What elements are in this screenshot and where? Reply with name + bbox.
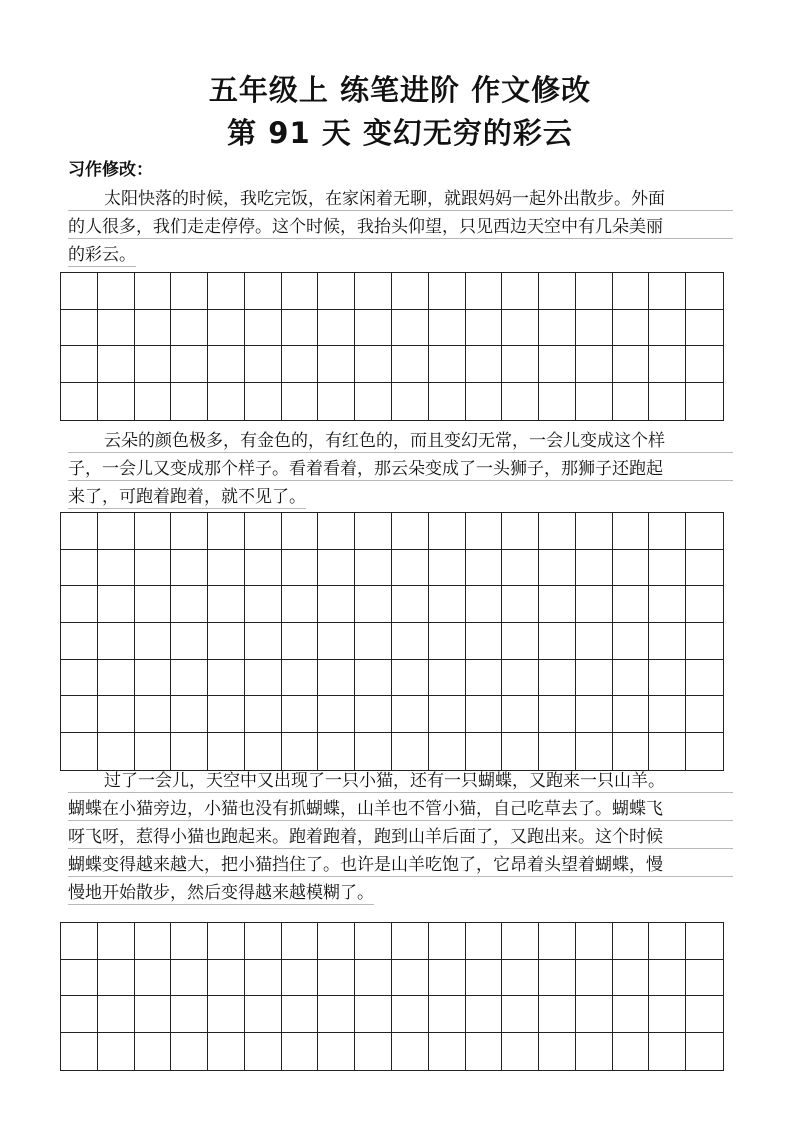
grid-cell[interactable] [135, 550, 172, 587]
grid-cell[interactable] [318, 513, 355, 550]
grid-cell[interactable] [686, 383, 723, 420]
grid-cell[interactable] [576, 960, 613, 997]
grid-cell[interactable] [171, 513, 208, 550]
paragraph-1 [68, 183, 733, 269]
grid-cell[interactable] [502, 346, 539, 383]
grid-cell[interactable] [318, 383, 355, 420]
grid-cell[interactable] [429, 960, 466, 997]
grid-cell[interactable] [318, 586, 355, 623]
grid-cell[interactable] [171, 310, 208, 347]
writing-grid-1[interactable] [60, 272, 724, 421]
grid-cell[interactable] [429, 586, 466, 623]
grid-cell[interactable] [61, 383, 98, 420]
grid-cell[interactable] [135, 346, 172, 383]
grid-cell[interactable] [98, 586, 135, 623]
grid-cell[interactable] [466, 996, 503, 1033]
paragraph-line: 太阳快落的时候，我吃完饭，在家闲着无聊，就跟妈妈一起外出散步。外面 [68, 183, 733, 211]
grid-cell[interactable] [98, 660, 135, 697]
grid-cell[interactable] [245, 996, 282, 1033]
grid-cell[interactable] [429, 383, 466, 420]
grid-cell[interactable] [649, 273, 686, 310]
grid-cell[interactable] [576, 623, 613, 660]
grid-cell[interactable] [686, 960, 723, 997]
grid-cell[interactable] [649, 996, 686, 1033]
grid-cell[interactable] [649, 550, 686, 587]
grid-cell[interactable] [135, 513, 172, 550]
grid-cell[interactable] [392, 513, 429, 550]
grid-cell[interactable] [61, 310, 98, 347]
grid-cell[interactable] [171, 623, 208, 660]
grid-cell[interactable] [613, 513, 650, 550]
grid-cell[interactable] [208, 383, 245, 420]
grid-cell[interactable] [355, 996, 392, 1033]
grid-cell[interactable] [171, 996, 208, 1033]
grid-cell[interactable] [245, 586, 282, 623]
grid-cell[interactable] [613, 273, 650, 310]
grid-cell[interactable] [171, 696, 208, 733]
grid-cell[interactable] [539, 550, 576, 587]
grid-cell[interactable] [392, 383, 429, 420]
grid-cell[interactable] [355, 550, 392, 587]
grid-cell[interactable] [135, 960, 172, 997]
grid-cell[interactable] [318, 346, 355, 383]
grid-cell[interactable] [686, 923, 723, 960]
grid-cell[interactable] [245, 696, 282, 733]
grid-cell[interactable] [61, 550, 98, 587]
grid-cell[interactable] [318, 1033, 355, 1070]
grid-cell[interactable] [539, 996, 576, 1033]
grid-cell[interactable] [135, 586, 172, 623]
grid-cell[interactable] [649, 586, 686, 623]
grid-cell[interactable] [61, 623, 98, 660]
grid-cell[interactable] [429, 273, 466, 310]
grid-cell[interactable] [282, 310, 319, 347]
grid-cell[interactable] [135, 310, 172, 347]
grid-cell[interactable] [245, 923, 282, 960]
grid-cell[interactable] [171, 960, 208, 997]
grid-cell[interactable] [282, 660, 319, 697]
grid-cell[interactable] [466, 623, 503, 660]
grid-cell[interactable] [355, 273, 392, 310]
grid-cell[interactable] [318, 960, 355, 997]
grid-cell[interactable] [686, 1033, 723, 1070]
grid-cell[interactable] [98, 310, 135, 347]
grid-cell[interactable] [171, 273, 208, 310]
grid-cell[interactable] [135, 1033, 172, 1070]
grid-cell[interactable] [282, 550, 319, 587]
grid-cell[interactable] [208, 696, 245, 733]
grid-cell[interactable] [466, 960, 503, 997]
grid-cell[interactable] [318, 550, 355, 587]
grid-cell[interactable] [245, 1033, 282, 1070]
grid-cell[interactable] [502, 383, 539, 420]
grid-cell[interactable] [429, 660, 466, 697]
grid-cell[interactable] [208, 960, 245, 997]
grid-cell[interactable] [208, 623, 245, 660]
grid-cell[interactable] [392, 923, 429, 960]
grid-cell[interactable] [613, 346, 650, 383]
writing-grid-2[interactable] [60, 512, 724, 771]
grid-cell[interactable] [392, 346, 429, 383]
grid-cell[interactable] [466, 383, 503, 420]
grid-cell[interactable] [282, 273, 319, 310]
grid-cell[interactable] [318, 696, 355, 733]
grid-cell[interactable] [208, 660, 245, 697]
grid-cell[interactable] [61, 273, 98, 310]
grid-cell[interactable] [135, 696, 172, 733]
grid-cell[interactable] [282, 623, 319, 660]
paragraph-line: 呀飞呀，惹得小猫也跑起来。跑着跑着，跑到山羊后面了，又跑出来。这个时候 [68, 821, 733, 849]
grid-cell[interactable] [392, 273, 429, 310]
grid-cell[interactable] [686, 310, 723, 347]
grid-cell[interactable] [61, 346, 98, 383]
grid-cell[interactable] [135, 923, 172, 960]
grid-cell[interactable] [245, 310, 282, 347]
paragraph-line: 慢地开始散步，然后变得越来越模糊了。 [68, 877, 374, 905]
grid-cell[interactable] [318, 273, 355, 310]
grid-cell[interactable] [282, 383, 319, 420]
grid-cell[interactable] [429, 346, 466, 383]
grid-cell[interactable] [466, 310, 503, 347]
grid-cell[interactable] [502, 923, 539, 960]
grid-cell[interactable] [98, 923, 135, 960]
paragraph-line: 子，一会儿又变成那个样子。看着看着，那云朵变成了一头狮子，那狮子还跑起 [68, 453, 733, 481]
grid-cell[interactable] [576, 513, 613, 550]
grid-cell[interactable] [61, 996, 98, 1033]
grid-cell[interactable] [171, 923, 208, 960]
grid-cell[interactable] [502, 696, 539, 733]
grid-cell[interactable] [282, 696, 319, 733]
grid-cell[interactable] [649, 696, 686, 733]
grid-cell[interactable] [355, 586, 392, 623]
grid-cell[interactable] [466, 273, 503, 310]
grid-cell[interactable] [502, 996, 539, 1033]
grid-cell[interactable] [392, 660, 429, 697]
grid-cell[interactable] [282, 346, 319, 383]
grid-cell[interactable] [208, 513, 245, 550]
paragraph-line: 蝴蝶变得越来越大，把小猫挡住了。也许是山羊吃饱了，它昂着头望着蝴蝶，慢 [68, 849, 733, 877]
grid-cell[interactable] [576, 346, 613, 383]
grid-cell[interactable] [649, 1033, 686, 1070]
grid-cell[interactable] [98, 996, 135, 1033]
grid-cell[interactable] [576, 1033, 613, 1070]
grid-cell[interactable] [613, 623, 650, 660]
grid-cell[interactable] [208, 346, 245, 383]
grid-cell[interactable] [355, 346, 392, 383]
grid-cell[interactable] [466, 550, 503, 587]
grid-cell[interactable] [576, 996, 613, 1033]
grid-cell[interactable] [355, 310, 392, 347]
grid-cell[interactable] [502, 550, 539, 587]
grid-cell[interactable] [613, 996, 650, 1033]
grid-cell[interactable] [61, 1033, 98, 1070]
grid-cell[interactable] [576, 310, 613, 347]
grid-cell[interactable] [613, 586, 650, 623]
grid-cell[interactable] [539, 696, 576, 733]
grid-cell[interactable] [208, 923, 245, 960]
grid-cell[interactable] [208, 1033, 245, 1070]
grid-cell[interactable] [686, 586, 723, 623]
grid-cell[interactable] [539, 923, 576, 960]
grid-cell[interactable] [502, 960, 539, 997]
grid-cell[interactable] [135, 383, 172, 420]
grid-cell[interactable] [61, 513, 98, 550]
grid-cell[interactable] [649, 660, 686, 697]
grid-cell[interactable] [282, 513, 319, 550]
grid-cell[interactable] [171, 346, 208, 383]
grid-cell[interactable] [318, 996, 355, 1033]
grid-cell[interactable] [171, 383, 208, 420]
grid-cell[interactable] [171, 1033, 208, 1070]
grid-cell[interactable] [613, 310, 650, 347]
grid-cell[interactable] [429, 923, 466, 960]
grid-cell[interactable] [502, 1033, 539, 1070]
grid-cell[interactable] [429, 996, 466, 1033]
grid-cell[interactable] [318, 310, 355, 347]
grid-cell[interactable] [539, 960, 576, 997]
grid-cell[interactable] [392, 586, 429, 623]
grid-cell[interactable] [539, 623, 576, 660]
paragraph-2 [68, 425, 733, 511]
grid-cell[interactable] [98, 696, 135, 733]
writing-grid-3[interactable] [60, 922, 724, 1071]
grid-cell[interactable] [539, 346, 576, 383]
grid-cell[interactable] [61, 696, 98, 733]
grid-cell[interactable] [392, 550, 429, 587]
grid-cell[interactable] [61, 960, 98, 997]
grid-cell[interactable] [686, 273, 723, 310]
grid-cell[interactable] [135, 623, 172, 660]
grid-cell[interactable] [282, 586, 319, 623]
grid-cell[interactable] [245, 346, 282, 383]
grid-cell[interactable] [539, 513, 576, 550]
section-subtitle: 习作修改： [68, 160, 153, 180]
grid-cell[interactable] [649, 923, 686, 960]
grid-cell[interactable] [576, 273, 613, 310]
grid-cell[interactable] [245, 960, 282, 997]
grid-cell[interactable] [318, 660, 355, 697]
grid-cell[interactable] [539, 273, 576, 310]
grid-cell[interactable] [502, 586, 539, 623]
grid-cell[interactable] [686, 513, 723, 550]
grid-cell[interactable] [98, 960, 135, 997]
grid-cell[interactable] [466, 513, 503, 550]
grid-cell[interactable] [98, 383, 135, 420]
grid-cell[interactable] [392, 960, 429, 997]
grid-cell[interactable] [355, 513, 392, 550]
grid-cell[interactable] [171, 550, 208, 587]
grid-cell[interactable] [355, 660, 392, 697]
grid-cell[interactable] [466, 1033, 503, 1070]
grid-cell[interactable] [539, 660, 576, 697]
grid-cell[interactable] [135, 660, 172, 697]
grid-cell[interactable] [355, 696, 392, 733]
grid-cell[interactable] [245, 660, 282, 697]
grid-cell[interactable] [576, 383, 613, 420]
grid-cell[interactable] [392, 1033, 429, 1070]
grid-cell[interactable] [502, 513, 539, 550]
paragraph-3 [68, 765, 733, 907]
paragraph-line: 云朵的颜色极多，有金色的，有红色的，而且变幻无常，一会儿变成这个样 [68, 425, 733, 453]
grid-cell[interactable] [355, 383, 392, 420]
grid-cell[interactable] [429, 623, 466, 660]
grid-cell[interactable] [171, 586, 208, 623]
grid-cell[interactable] [282, 996, 319, 1033]
grid-cell[interactable] [392, 623, 429, 660]
grid-cell[interactable] [429, 550, 466, 587]
grid-cell[interactable] [649, 310, 686, 347]
grid-cell[interactable] [686, 996, 723, 1033]
title-line-2: 第 91 天 变幻无穷的彩云 [227, 116, 573, 150]
grid-cell[interactable] [429, 513, 466, 550]
grid-cell[interactable] [466, 346, 503, 383]
grid-cell[interactable] [649, 346, 686, 383]
grid-cell[interactable] [649, 960, 686, 997]
grid-cell[interactable] [613, 696, 650, 733]
grid-cell[interactable] [61, 923, 98, 960]
grid-cell[interactable] [98, 623, 135, 660]
grid-cell[interactable] [539, 586, 576, 623]
grid-cell[interactable] [649, 513, 686, 550]
grid-cell[interactable] [355, 1033, 392, 1070]
grid-cell[interactable] [392, 310, 429, 347]
grid-cell[interactable] [576, 550, 613, 587]
grid-cell[interactable] [245, 623, 282, 660]
grid-cell[interactable] [613, 550, 650, 587]
grid-cell[interactable] [429, 310, 466, 347]
grid-cell[interactable] [98, 273, 135, 310]
grid-cell[interactable] [613, 1033, 650, 1070]
grid-cell[interactable] [392, 696, 429, 733]
grid-cell[interactable] [686, 696, 723, 733]
grid-cell[interactable] [318, 923, 355, 960]
grid-cell[interactable] [282, 1033, 319, 1070]
paragraph-line: 的彩云。 [68, 239, 136, 267]
grid-cell[interactable] [355, 960, 392, 997]
grid-cell[interactable] [135, 273, 172, 310]
grid-cell[interactable] [613, 383, 650, 420]
grid-cell[interactable] [502, 273, 539, 310]
grid-cell[interactable] [429, 696, 466, 733]
grid-cell[interactable] [613, 923, 650, 960]
grid-cell[interactable] [282, 923, 319, 960]
grid-cell[interactable] [355, 923, 392, 960]
grid-cell[interactable] [135, 996, 172, 1033]
grid-cell[interactable] [576, 586, 613, 623]
grid-cell[interactable] [466, 923, 503, 960]
grid-cell[interactable] [245, 383, 282, 420]
grid-cell[interactable] [282, 960, 319, 997]
grid-cell[interactable] [502, 623, 539, 660]
grid-cell[interactable] [208, 310, 245, 347]
grid-cell[interactable] [208, 273, 245, 310]
grid-cell[interactable] [466, 696, 503, 733]
grid-cell[interactable] [613, 960, 650, 997]
grid-cell[interactable] [649, 383, 686, 420]
grid-cell[interactable] [208, 996, 245, 1033]
title-line-1: 五年级上 练笔进阶 作文修改 [208, 73, 592, 107]
grid-cell[interactable] [576, 696, 613, 733]
grid-cell[interactable] [98, 550, 135, 587]
grid-cell[interactable] [686, 346, 723, 383]
grid-cell[interactable] [98, 1033, 135, 1070]
grid-cell[interactable] [466, 586, 503, 623]
grid-cell[interactable] [613, 660, 650, 697]
grid-cell[interactable] [208, 550, 245, 587]
grid-cell[interactable] [576, 660, 613, 697]
paragraph-line: 蝴蝶在小猫旁边，小猫也没有抓蝴蝶，山羊也不管小猫，自己吃草去了。蝴蝶飞 [68, 793, 733, 821]
grid-cell[interactable] [245, 550, 282, 587]
grid-cell[interactable] [392, 996, 429, 1033]
paragraph-line: 来了，可跑着跑着，就不见了。 [68, 481, 306, 509]
grid-cell[interactable] [318, 623, 355, 660]
grid-cell[interactable] [539, 310, 576, 347]
grid-cell[interactable] [171, 660, 208, 697]
grid-cell[interactable] [539, 383, 576, 420]
grid-cell[interactable] [576, 923, 613, 960]
grid-cell[interactable] [539, 1033, 576, 1070]
grid-cell[interactable] [502, 660, 539, 697]
grid-cell[interactable] [61, 586, 98, 623]
paragraph-line: 过了一会儿，天空中又出现了一只小猫，还有一只蝴蝶，又跑来一只山羊。 [68, 765, 733, 793]
grid-cell[interactable] [245, 273, 282, 310]
grid-cell[interactable] [686, 660, 723, 697]
paragraph-line: 的人很多，我们走走停停。这个时候，我抬头仰望，只见西边天空中有几朵美丽 [68, 211, 733, 239]
grid-cell[interactable] [61, 660, 98, 697]
grid-cell[interactable] [466, 660, 503, 697]
grid-cell[interactable] [208, 586, 245, 623]
grid-cell[interactable] [355, 623, 392, 660]
grid-cell[interactable] [649, 623, 686, 660]
grid-cell[interactable] [98, 513, 135, 550]
grid-cell[interactable] [686, 623, 723, 660]
grid-cell[interactable] [502, 310, 539, 347]
grid-cell[interactable] [245, 513, 282, 550]
grid-cell[interactable] [98, 346, 135, 383]
grid-cell[interactable] [429, 1033, 466, 1070]
grid-cell[interactable] [686, 550, 723, 587]
